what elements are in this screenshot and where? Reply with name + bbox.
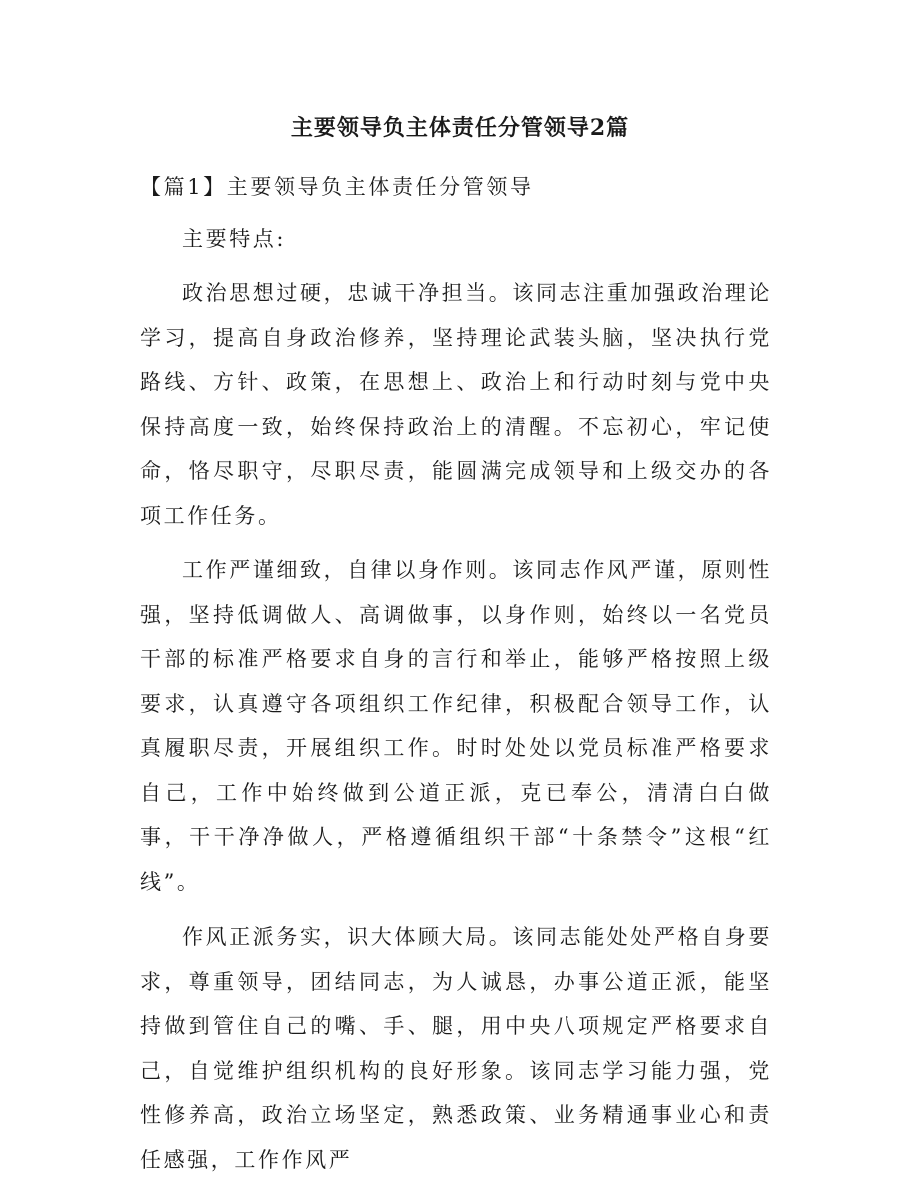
section-heading: 【篇1】主要领导负主体责任分管领导 <box>140 175 534 199</box>
document-title: 主要领导负主体责任分管领导2篇 <box>290 115 630 141</box>
subheading: 主要特点: <box>182 226 287 251</box>
document-body <box>140 165 772 1182</box>
paragraph-3: 作风正派务实，识大体顾大局。该同志能处处严格自身要求，尊重领导，团结同志，为人诚恳，办事公道正派，能坚持做到管住自己的嘴、手、腿，用中央八项规定严格要求自己，自觉维护组织机构的良好形象。该同志学习能力强，党性修养高，政治立场坚定，熟悉政策、业务精通事业心和责任感强，工作作风严 <box>140 925 772 1172</box>
paragraph-1: 政治思想过硬，忠诚干净担当。该同志注重加强政治理论学习，提高自身政治修养，坚持理论武装头脑，坚决执行党路线、方针、政策，在思想上、政治上和行动时刻与党中央保持高度一致，始终保持政治上的清醒。不忘初心，牢记使命，恪尽职守，尽职尽责，能圆满完成领导和上级交办的各项工作任务。 <box>140 281 772 528</box>
paragraph-2: 工作严谨细致，自律以身作则。该同志作风严谨，原则性强，坚持低调做人、高调做事，以身作则，始终以一名党员干部的标准严格要求自身的言行和举止，能够严格按照上级要求，认真遵守各项组织工作纪律，积极配合领导工作，认真履职尽责，开展组织工作。时时处处以党员标准严格要求自己，工作中始终做到公道正派，克已奉公，清清白白做事，干干净净做人，严格遵循组织干部“十条禁令”这根“红线”。 <box>140 558 772 894</box>
